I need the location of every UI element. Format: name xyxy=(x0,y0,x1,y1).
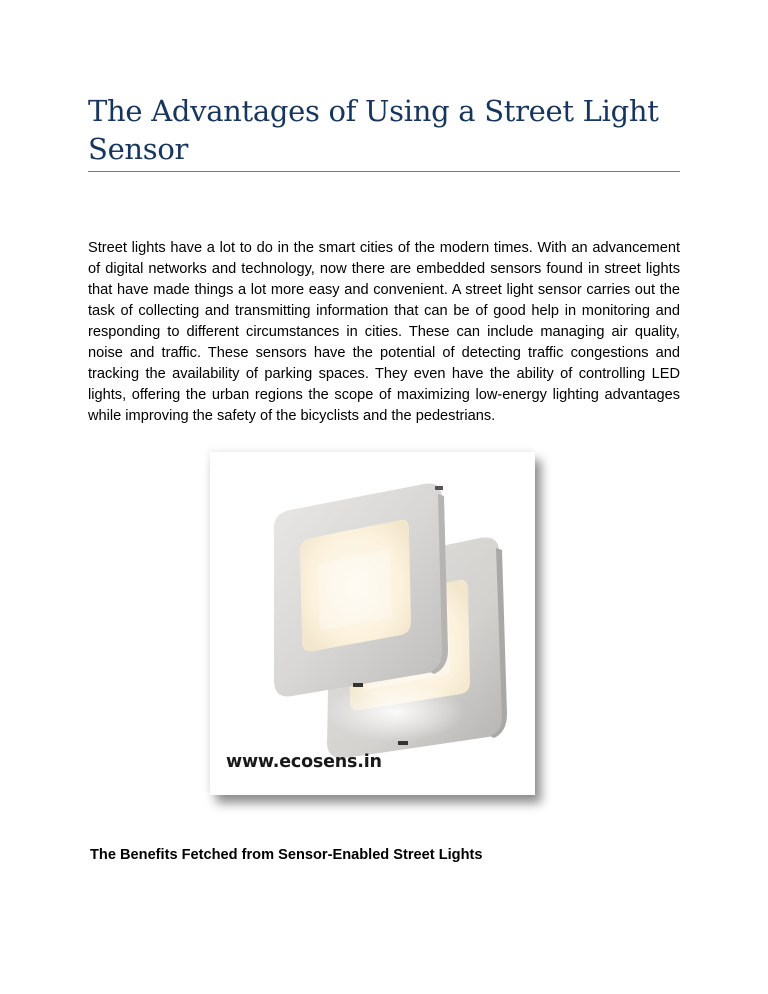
section-subheading: The Benefits Fetched from Sensor-Enabled Street Lights xyxy=(90,847,483,863)
street-light-sensor-image xyxy=(210,452,535,795)
led-lights-illustration xyxy=(210,452,535,795)
page-title: The Advantages of Using a Street Light Sensor xyxy=(88,94,659,166)
lamp-front xyxy=(274,484,448,697)
intro-paragraph: Street lights have a lot to do in the smart cities of the modern times. With an advancement of digital networks and technology, now there are embedded sensors found in street lights that have made things a lot more easy and convenient. A street light sensor carries out the task of collecting and transmitting information that can be of good help in monitoring and responding to different circumstances in cities. These can include managing air quality, noise and traffic. These sensors have the potential of detecting traffic congestions and tracking the availability of parking spaces. They even have the ability of controlling LED lights, offering the urban regions the scope of maximizing low-energy lighting advantages while improving the safety of the bicyclists and the pedestrians. xyxy=(88,240,680,424)
figure-caption-text: www.ecosens.in xyxy=(226,752,382,772)
title-underline-rule xyxy=(88,171,680,172)
